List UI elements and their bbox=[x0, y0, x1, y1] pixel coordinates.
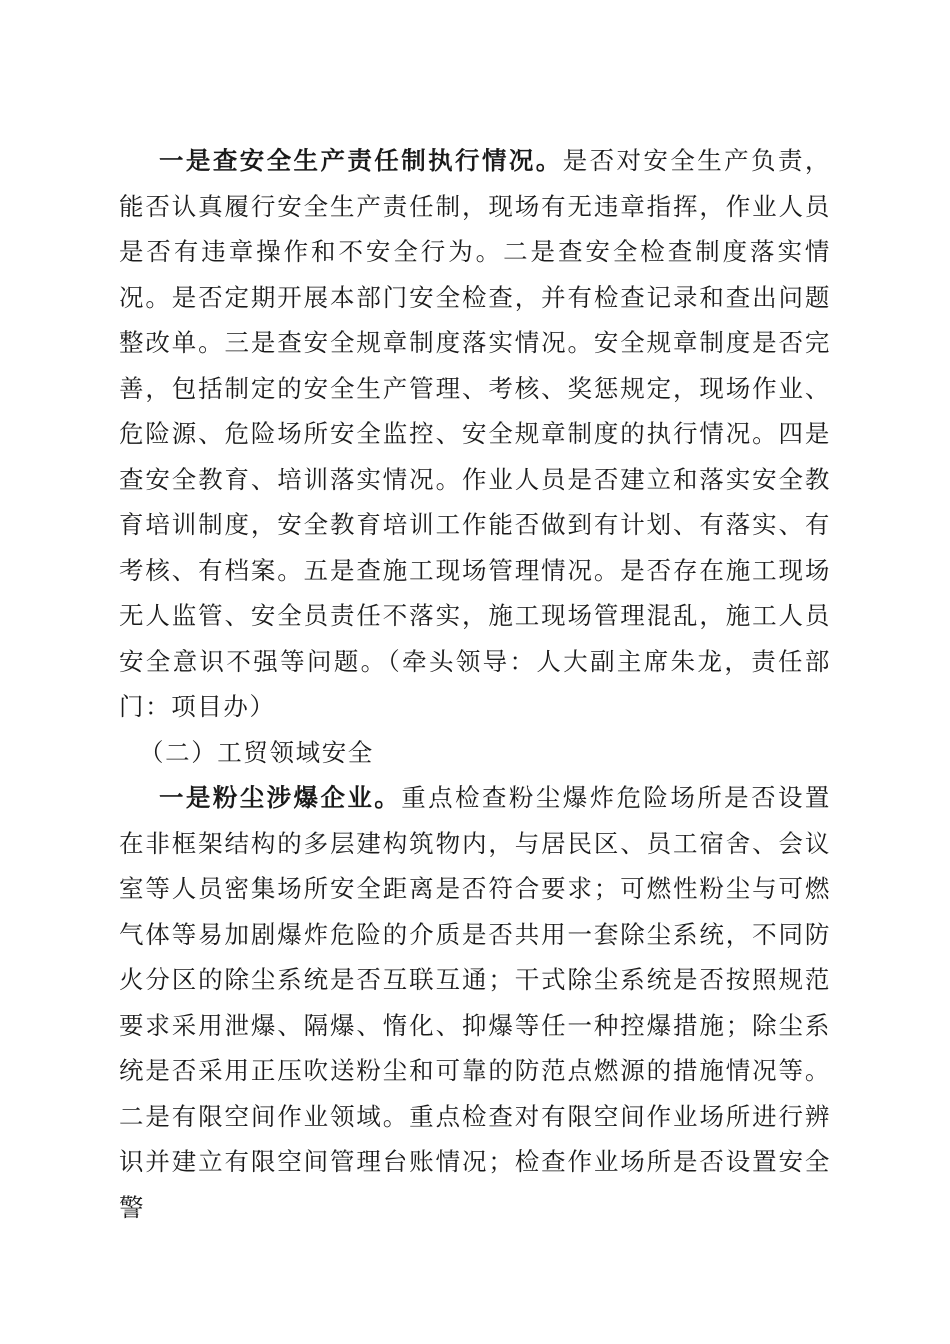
paragraph-text: 重点检查粉尘爆炸危险场所是否设置在非框架结构的多层建构筑物内，与居民区、员工宿舍、会议室等人员密集场所安全距离是否符合要求；可燃性粉尘与可燃气体等易加剧爆炸危险的介质是否共用一套除尘系统，不同防火分区的除尘系统是否互联互通；干式除尘系统是否按照规范要求采用泄爆、隔爆、惰化、抑爆等任一种控爆措施；除尘系统是否采用正压吹送粉尘和可靠的防范点燃源的措施情况等。二是有限空间作业领域。重点检查对有限空间作业场所进行辨识并建立有限空间管理台账情况；检查作业场所是否设置安全警 bbox=[119, 783, 831, 1222]
paragraph-dust-explosion bbox=[119, 775, 831, 1230]
document-body bbox=[119, 138, 831, 1230]
paragraph-safety-responsibility bbox=[119, 138, 831, 730]
paragraph-lead: 一是查安全生产责任制执行情况。 bbox=[159, 146, 563, 175]
section-heading: （二）工贸领域安全 bbox=[139, 737, 374, 767]
paragraph-text: 是否对安全生产负责，能否认真履行安全生产责任制，现场有无违章指挥，作业人员是否有违章操作和不安全行为。二是查安全检查制度落实情况。是否定期开展本部门安全检查，并有检查记录和查出问题整改单。三是查安全规章制度落实情况。安全规章制度是否完善，包括制定的安全生产管理、考核、奖惩规定，现场作业、危险源、危险场所安全监控、安全规章制度的执行情况。四是查安全教育、培训落实情况。作业人员是否建立和落实安全教育培训制度，安全教育培训工作能否做到有计划、有落实、有考核、有档案。五是查施工现场管理情况。是否存在施工现场无人监管、安全员责任不落实，施工现场管理混乱，施工人员安全意识不强等问题。（牵头领导：人大副主席朱龙，责任部门：项目办） bbox=[119, 146, 831, 721]
paragraph-lead: 一是粉尘涉爆企业。 bbox=[159, 783, 402, 812]
